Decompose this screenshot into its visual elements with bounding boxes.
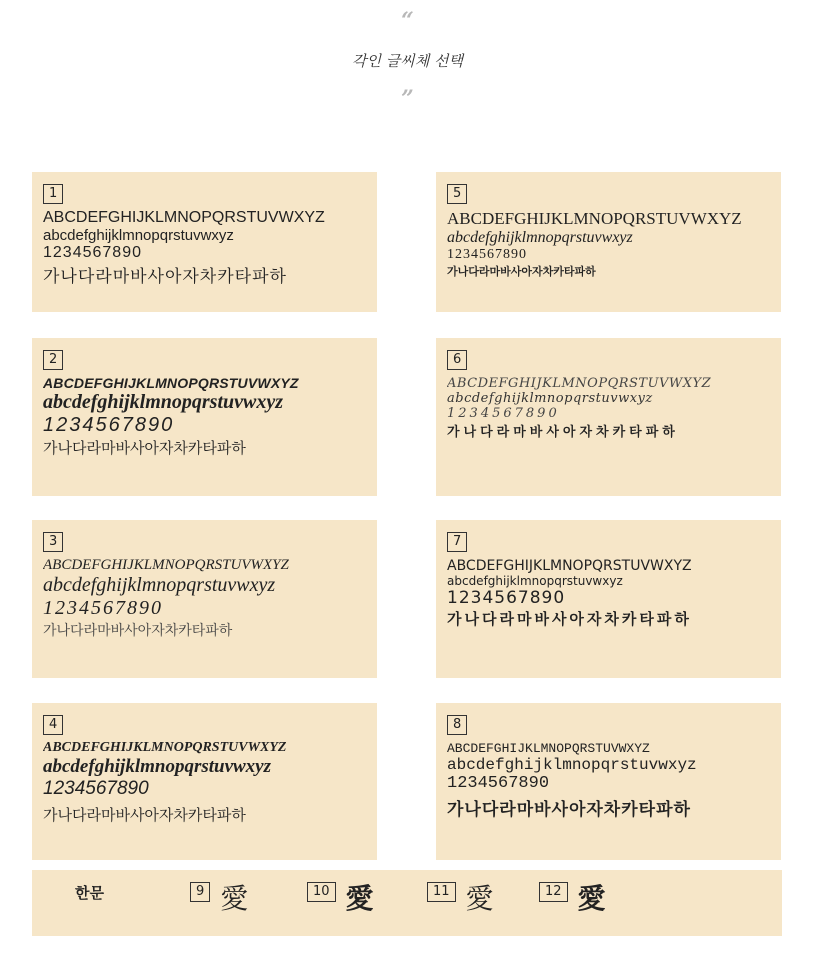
open-quote-mark: “ [401, 8, 414, 34]
font-number-badge: 6 [447, 350, 467, 370]
sample-digits: 1234567890 [447, 774, 550, 793]
sample-lowercase: abcdefghijklmnopqrstuvwxyz [43, 391, 284, 413]
font-number-badge: 2 [43, 350, 63, 370]
sample-lowercase: abcdefghijklmnopqrstuvwxyz [43, 574, 276, 596]
sample-lowercase: abcdefghijklmnopqrstuvwxyz [447, 756, 697, 774]
font-option-5[interactable] [436, 172, 781, 312]
hanja-option-10[interactable] [307, 882, 374, 914]
sample-uppercase: ABCDEFGHIJKLMNOPQRSTUVWXYZ [43, 740, 287, 755]
font-option-7[interactable] [436, 520, 781, 678]
sample-lowercase: abcdefghijklmnopqrstuvwxyz [447, 229, 633, 246]
sample-digits: 1234567890 [447, 247, 527, 262]
font-option-2[interactable] [32, 338, 377, 496]
font-option-8[interactable] [436, 703, 781, 860]
sample-uppercase: ABCDEFGHIJKLMNOPQRSTUVWXYZ [447, 558, 692, 574]
font-number-badge: 11 [427, 882, 456, 902]
hanja-glyph: 愛 [577, 882, 606, 915]
sample-digits: 1234567890 [447, 406, 560, 421]
hanja-label: 한문 [75, 884, 104, 902]
font-number-badge: 9 [190, 882, 210, 902]
sample-hangul: 가나다라마바사아자차카타파하 [447, 265, 596, 278]
font-number-badge: 1 [43, 184, 63, 204]
sample-hangul: 가나다라마바사아자차카타파하 [43, 806, 246, 824]
font-number-badge: 10 [307, 882, 336, 902]
font-number-badge: 7 [447, 532, 467, 552]
sample-hangul: 가나다라마바사아자차카타파하 [43, 623, 233, 639]
hanja-option-11[interactable] [427, 882, 494, 914]
sample-hangul: 가나다라마바사아자차카타파하 [447, 425, 679, 440]
hanja-option-12[interactable] [539, 882, 606, 914]
sample-digits: 1234567890 [43, 244, 142, 261]
sample-digits: 1234567890 [447, 588, 566, 608]
hanja-option-9[interactable] [190, 882, 248, 914]
sample-digits: 1234567890 [43, 597, 163, 619]
sample-uppercase: ABCDEFGHIJKLMNOPQRSTUVWXYZ [43, 375, 299, 391]
font-option-4[interactable] [32, 703, 377, 860]
font-option-6[interactable] [436, 338, 781, 496]
sample-uppercase: ABCDEFGHIJKLMNOPQRSTUVWXYZ [447, 741, 650, 756]
sample-lowercase: abcdefghijklmnopqrstuvwxyz [43, 227, 234, 244]
sample-lowercase: abcdefghijklmnopqrstuvwxyz [447, 391, 653, 406]
font-option-1[interactable] [32, 172, 377, 312]
sample-hangul: 가나다라마바사아자차카타파하 [447, 610, 692, 628]
sample-uppercase: ABCDEFGHIJKLMNOPQRSTUVWXYZ [43, 209, 325, 226]
sample-lowercase: abcdefghijklmnopqrstuvwxyz [447, 574, 623, 588]
sample-hangul: 가나다라마바사아자차카타파하 [447, 800, 691, 820]
sample-uppercase: ABCDEFGHIJKLMNOPQRSTUVWXYZ [447, 376, 712, 391]
font-number-badge: 12 [539, 882, 568, 902]
sample-hangul: 가나다라마바사아자차카타파하 [43, 439, 246, 457]
sample-uppercase: ABCDEFGHIJKLMNOPQRSTUVWXYZ [43, 557, 289, 573]
sample-uppercase: ABCDEFGHIJKLMNOPQRSTUVWXYZ [447, 209, 742, 228]
page-title: 각인 글씨체 선택 [352, 52, 463, 70]
hanja-glyph: 愛 [220, 882, 249, 915]
font-number-badge: 3 [43, 532, 63, 552]
font-number-badge: 5 [447, 184, 467, 204]
sample-digits: 1234567890 [43, 414, 175, 436]
sample-digits: 1234567890 [43, 778, 149, 799]
hanja-glyph: 愛 [465, 882, 494, 915]
font-number-badge: 8 [447, 715, 467, 735]
close-quote-mark: ” [401, 86, 414, 112]
font-number-badge: 4 [43, 715, 63, 735]
hanja-font-bar [32, 870, 782, 936]
sample-hangul: 가나다라마바사아자차카타파하 [43, 267, 287, 287]
hanja-glyph: 愛 [345, 882, 374, 915]
font-option-3[interactable] [32, 520, 377, 678]
sample-lowercase: abcdefghijklmnopqrstuvwxyz [43, 756, 272, 777]
